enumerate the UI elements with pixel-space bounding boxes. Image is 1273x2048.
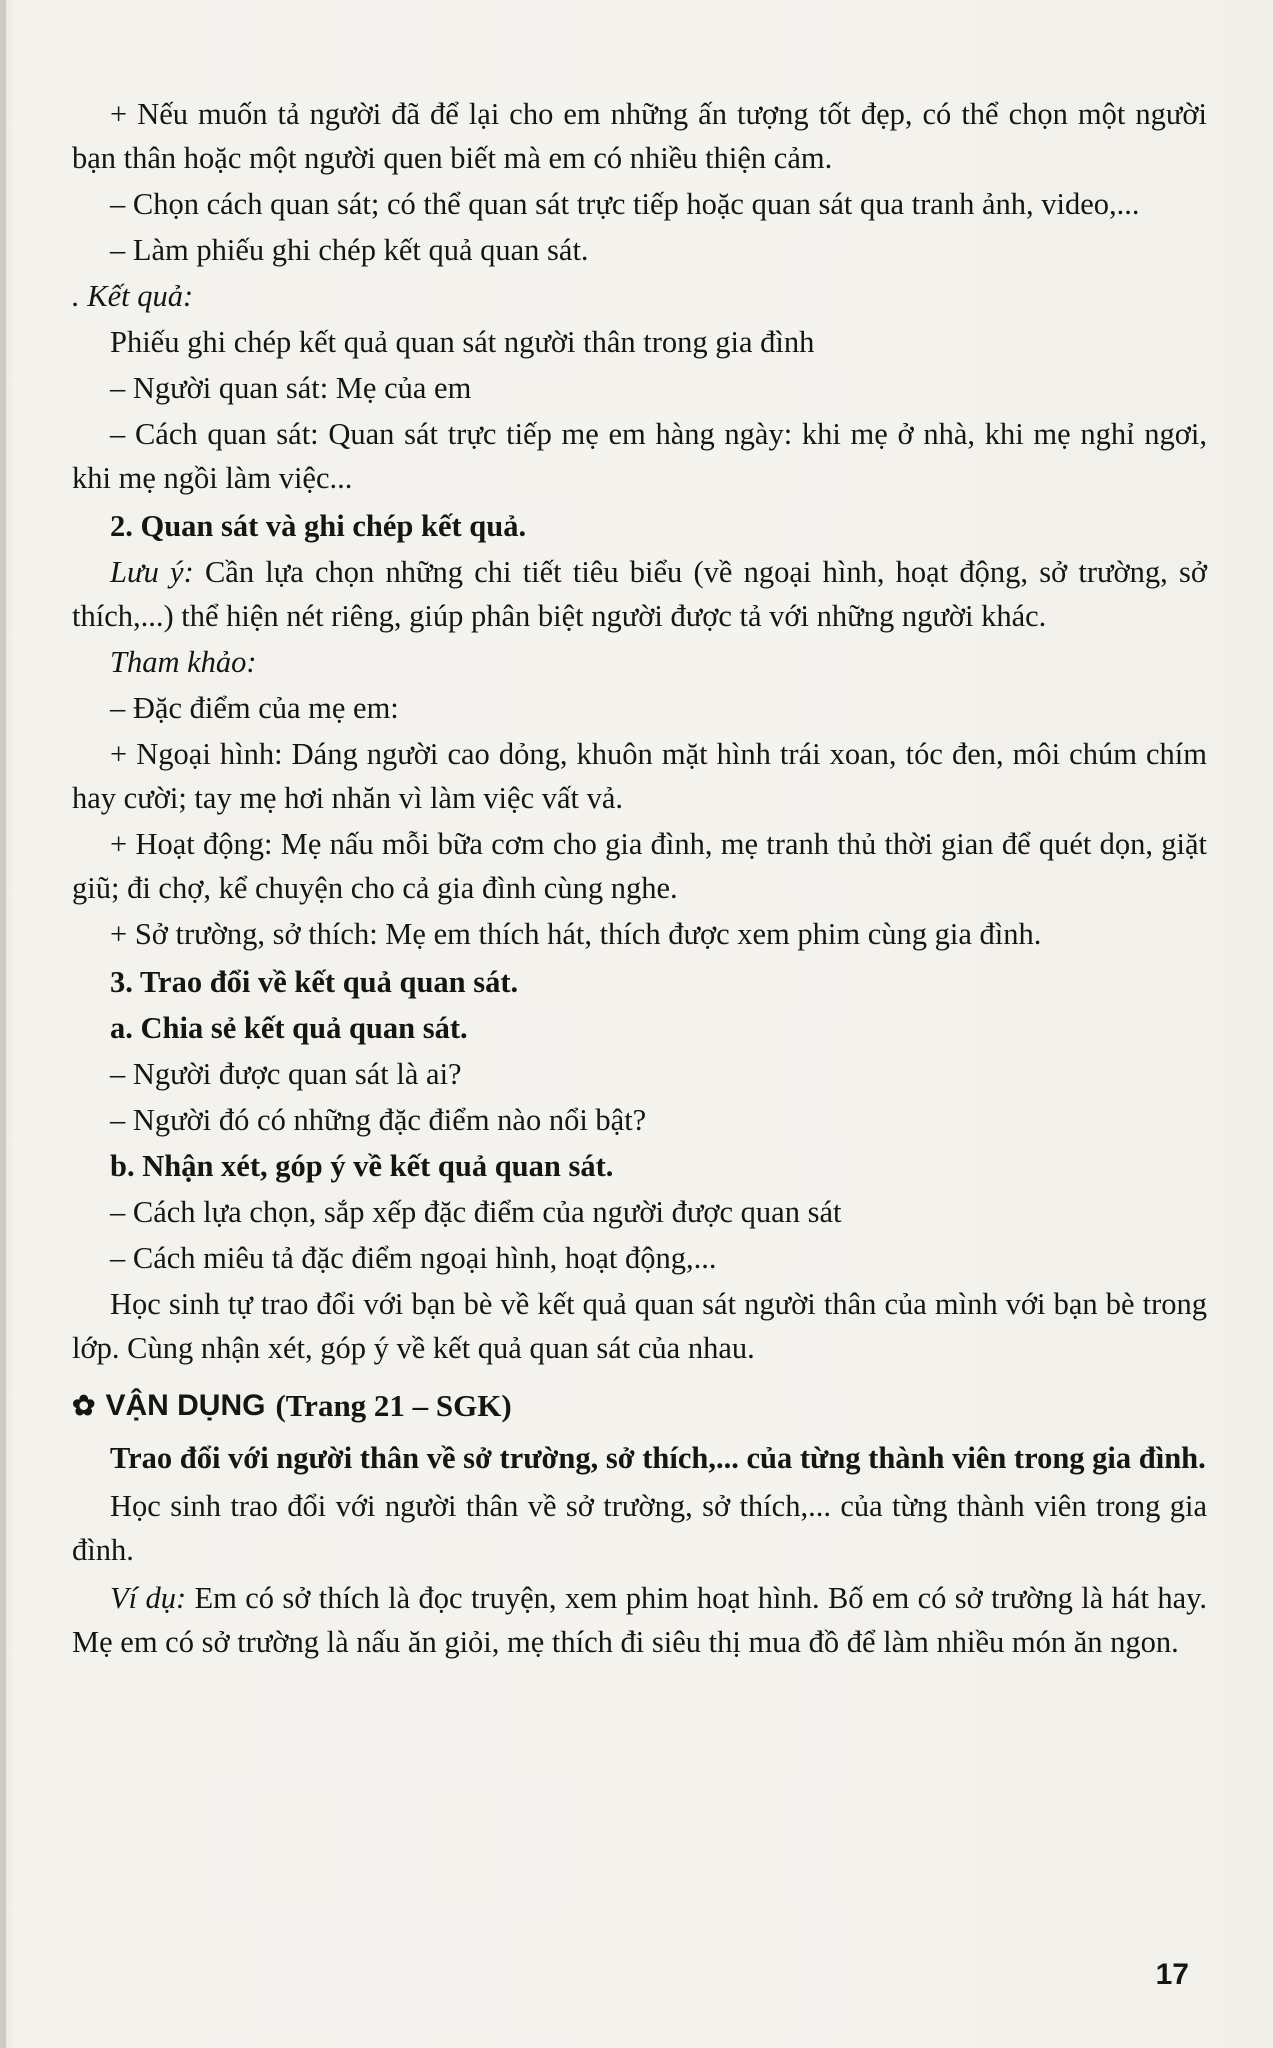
- paragraph-phieu: Phiếu ghi chép kết quả quan sát người thân trong gia đình: [110, 325, 815, 359]
- paragraph-observe-method: – Chọn cách quan sát; có thể quan sát trực tiếp hoặc quan sát qua tranh ảnh, video,...: [110, 187, 1140, 221]
- section-page-ref: (Trang 21 – SGK): [275, 1388, 512, 1423]
- note-text: Cần lựa chọn những chi tiết tiêu biểu (về ngoại hình, hoạt động, sở trường, sở thích,...) thể hiện nét riêng, giúp phân biệt người được tả với những người khác.: [72, 555, 1207, 633]
- comment-1: – Cách lựa chọn, sắp xếp đặc điểm của người được quan sát: [110, 1195, 842, 1229]
- label-ket-qua: . Kết quả:: [72, 279, 194, 313]
- comment-2: – Cách miêu tả đặc điểm ngoại hình, hoạt động,...: [110, 1241, 717, 1275]
- paragraph-features: – Đặc điểm của mẹ em:: [110, 691, 399, 725]
- section-title: VẬN DỤNG: [105, 1389, 266, 1422]
- paragraph-observe-how: – Cách quan sát: Quan sát trực tiếp mẹ em hàng ngày: khi mẹ ở nhà, khi mẹ nghỉ ngơi, khi mẹ ngồi làm việc...: [72, 417, 1207, 495]
- van-dung-task: Trao đổi với người thân về sở trường, sở thích,... của từng thành viên trong gia đình.: [110, 1441, 1206, 1475]
- paragraph-appearance: + Ngoại hình: Dáng người cao dỏng, khuôn mặt hình trái xoan, tóc đen, môi chúm chím hay cười; tay mẹ hơi nhăn vì làm việc vất vả.: [72, 737, 1207, 815]
- heading-3: 3. Trao đổi về kết quả quan sát.: [110, 965, 519, 999]
- paragraph-choose-person: + Nếu muốn tả người đã để lại cho em những ấn tượng tốt đẹp, có thể chọn một người bạn thân hoặc một người quen biết mà em có nhiều thiện cảm.: [72, 97, 1207, 175]
- paragraph-activities: + Hoạt động: Mẹ nấu mỗi bữa cơm cho gia đình, mẹ tranh thủ thời gian để quét dọn, giặt giũ; đi chợ, kể chuyện cho cả gia đình cùng nghe.: [72, 827, 1207, 905]
- paragraph-note: [72, 550, 1207, 638]
- heading-3b: b. Nhận xét, góp ý về kết quả quan sát.: [110, 1149, 614, 1183]
- page-content: [72, 92, 1207, 1666]
- van-dung-example: [72, 1576, 1207, 1664]
- note-label: Lưu ý:: [110, 555, 194, 589]
- example-text: Em có sở thích là đọc truyện, xem phim hoạt hình. Bố em có sở trường là hát hay. Mẹ em có sở trường là nấu ăn giỏi, mẹ thích đi siêu thị mua đồ để làm nhiều món ăn ngon.: [72, 1581, 1207, 1659]
- paragraph-students-exchange: Học sinh tự trao đổi với bạn bè về kết quả quan sát người thân của mình với bạn bè trong lớp. Cùng nhận xét, góp ý về kết quả quan sát của nhau.: [72, 1287, 1207, 1365]
- paragraph-hobbies: + Sở trường, sở thích: Mẹ em thích hát, thích được xem phim cùng gia đình.: [110, 917, 1042, 951]
- label-tham-khao: Tham khảo:: [110, 645, 257, 679]
- flower-icon: ✿: [72, 1390, 96, 1421]
- question-1: – Người được quan sát là ai?: [110, 1057, 462, 1091]
- van-dung-answer: Học sinh trao đổi với người thân về sở trường, sở thích,... của từng thành viên trong gia đình.: [72, 1489, 1207, 1567]
- question-2: – Người đó có những đặc điểm nào nổi bật?: [110, 1103, 647, 1137]
- page-edge: [0, 0, 6, 2048]
- example-label: Ví dụ:: [110, 1581, 187, 1615]
- heading-3a: a. Chia sẻ kết quả quan sát.: [110, 1011, 468, 1045]
- section-heading-van-dung: [72, 1384, 1207, 1428]
- paragraph-make-note: – Làm phiếu ghi chép kết quả quan sát.: [110, 233, 589, 267]
- paragraph-observer: – Người quan sát: Mẹ của em: [110, 371, 472, 405]
- heading-2: 2. Quan sát và ghi chép kết quả.: [110, 509, 527, 543]
- page-number: 17: [1155, 1958, 1189, 1991]
